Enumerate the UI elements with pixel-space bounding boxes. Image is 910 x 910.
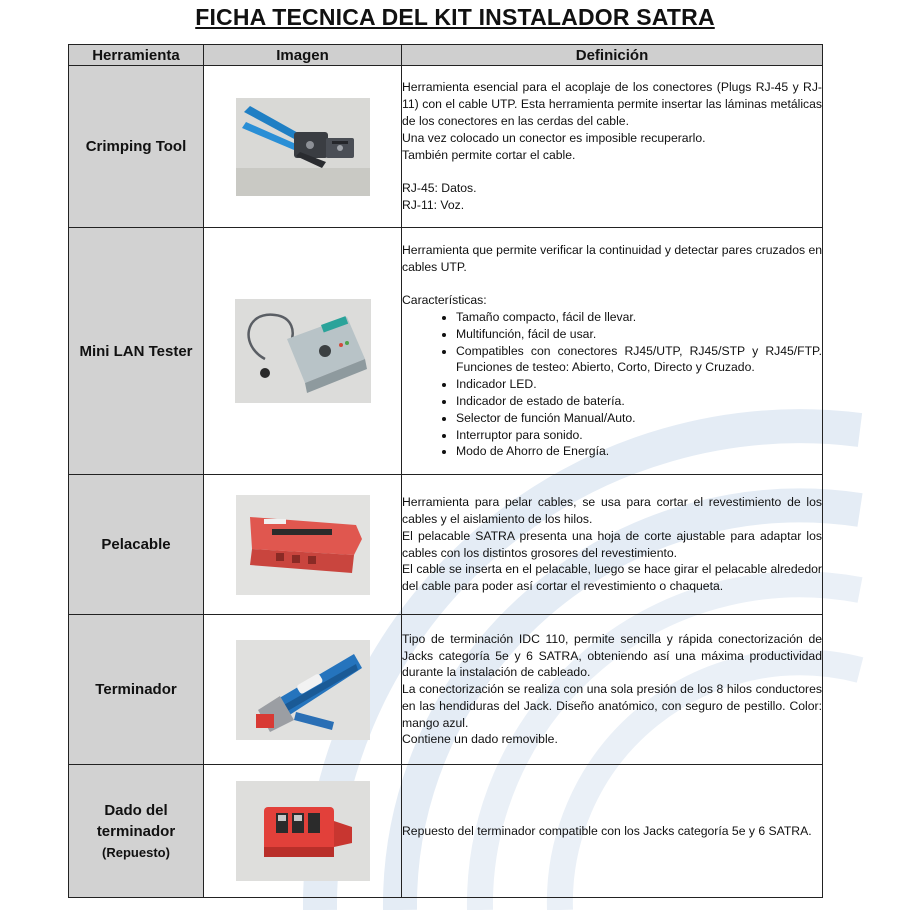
tool-image-cell bbox=[204, 475, 402, 615]
list-item: • Compatibles con conectores RJ45/UTP, RJ45/STP y RJ45/FTP. Funciones de testeo: Abierto, Corto, Directo y Cruzado. bbox=[456, 343, 822, 377]
tool-definition bbox=[402, 228, 823, 475]
definition-text: La conectorización se realiza con una sola presión de los 8 hilos conductores en las hendiduras del Jack. Diseño anatómico, con seguro de pestillo. Color: mango azul. bbox=[402, 682, 822, 730]
definition-text: Una vez colocado un conector es imposible recuperarlo. bbox=[402, 130, 706, 145]
tool-image-cell bbox=[204, 615, 402, 765]
definition-text: RJ-11: Voz. bbox=[402, 197, 465, 212]
list-item: • Multifunción, fácil de usar. bbox=[456, 326, 822, 343]
definition-text: También permite cortar el cable. bbox=[402, 147, 576, 162]
features-label: Características: bbox=[402, 293, 487, 308]
tool-name: Terminador bbox=[69, 615, 204, 765]
definition-text: El pelacable SATRA presenta una hoja de corte ajustable para adaptar los cables con los distintos grosores del revestimiento. bbox=[402, 528, 822, 560]
tool-definition bbox=[402, 66, 823, 228]
lan-tester-photo bbox=[235, 299, 371, 403]
tool-name-sub: (Repuesto) bbox=[102, 844, 170, 860]
tool-name-cell bbox=[69, 765, 204, 898]
tool-name: Mini LAN Tester bbox=[69, 228, 204, 475]
list-item: • Indicador LED. bbox=[456, 376, 822, 393]
tool-image-cell bbox=[204, 66, 402, 228]
list-item: • Modo de Ahorro de Energía. bbox=[456, 443, 822, 460]
tool-definition bbox=[402, 475, 823, 615]
tool-name: Dado del terminador bbox=[96, 801, 176, 840]
terminator-die-photo bbox=[236, 781, 370, 881]
punch-down-tool-photo bbox=[236, 640, 370, 740]
features-list bbox=[402, 309, 822, 460]
page-title: FICHA TECNICA DEL KIT INSTALADOR SATRA bbox=[195, 4, 715, 30]
definition-text: Herramienta para pelar cables, se usa para cortar el revestimiento de los cables y el aislamiento de los hilos. bbox=[402, 495, 822, 526]
definition-text: Tipo de terminación IDC 110, permite sencilla y rápida conectorización de Jacks categoría 5e y 6 SATRA, obteniendo así una máxima productividad durante la instalación de cableado. bbox=[402, 631, 822, 680]
header-definition: Definición bbox=[402, 45, 823, 66]
tool-image-cell bbox=[204, 765, 402, 898]
definition-text: Herramienta esencial para el acoplaje de los conectores (Plugs RJ-45 y RJ-11) con el cable UTP. Esta herramienta permite insertar las láminas metálicas de los conectores en las cerdas del cable. bbox=[402, 80, 822, 128]
list-item: • Interruptor para sonido. bbox=[456, 427, 822, 444]
definition-text: Herramienta que permite verificar la continuidad y detectar pares cruzados en cables UTP. bbox=[402, 242, 823, 274]
table-row bbox=[69, 475, 823, 615]
list-item: • Selector de función Manual/Auto. bbox=[456, 410, 822, 427]
list-item: • Tamaño compacto, fácil de llevar. bbox=[456, 309, 822, 326]
table-row bbox=[69, 228, 823, 475]
tool-name: Pelacable bbox=[69, 475, 204, 615]
crimping-tool-photo bbox=[236, 98, 370, 196]
tool-definition bbox=[402, 615, 823, 765]
table-row bbox=[69, 765, 823, 898]
header-image: Imagen bbox=[204, 45, 402, 66]
definition-text: RJ-45: Datos. bbox=[402, 181, 477, 196]
list-item: • Indicador de estado de batería. bbox=[456, 393, 822, 410]
definition-text: El cable se inserta en el pelacable, luego se hace girar el pelacable alrededor del cable para poder así cortar el revestimiento o chaqueta. bbox=[402, 562, 822, 594]
table-row bbox=[69, 615, 823, 765]
tool-image-cell bbox=[204, 228, 402, 475]
tool-name: Crimping Tool bbox=[69, 66, 204, 228]
table-row bbox=[69, 66, 823, 228]
cable-stripper-photo bbox=[236, 495, 370, 595]
tool-spec-table bbox=[68, 44, 823, 898]
definition-text: Repuesto del terminador compatible con los Jacks categoría 5e y 6 SATRA. bbox=[402, 823, 812, 838]
definition-text: Contiene un dado removible. bbox=[402, 732, 558, 747]
header-tool: Herramienta bbox=[69, 45, 204, 66]
tool-definition bbox=[402, 765, 823, 898]
table-header-row bbox=[69, 45, 823, 66]
